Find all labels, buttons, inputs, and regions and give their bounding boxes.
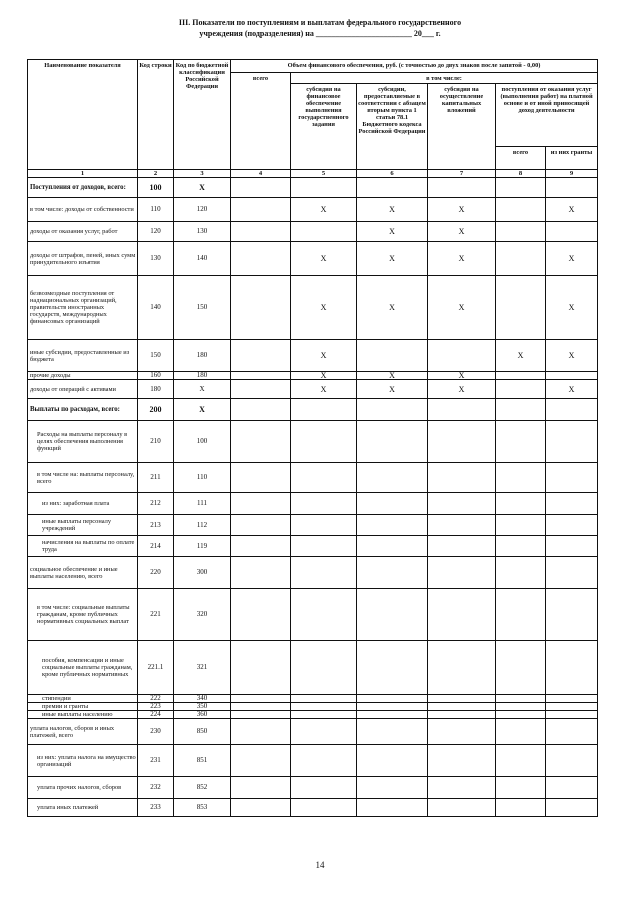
- row-name: в том числе: социальные выплаты гражданам, кроме публичных нормативных социальных выплат: [28, 589, 138, 641]
- table-row: [28, 777, 598, 799]
- row-name: в том числе на: выплаты персоналу, всего: [28, 463, 138, 493]
- row-budget-code: 320: [174, 589, 231, 641]
- row-budget-code: 360: [174, 711, 231, 719]
- row-c9: [546, 536, 598, 557]
- row-c6: [357, 557, 428, 589]
- row-c8: [496, 719, 546, 745]
- row-c5: [291, 589, 357, 641]
- row-c7: [428, 711, 496, 719]
- header-capital-subsidy: субсидия на осуществление капитальных вложений: [428, 84, 496, 170]
- row-c5: [291, 745, 357, 777]
- row-budget-code: 300: [174, 557, 231, 589]
- row-c8: [496, 711, 546, 719]
- table-body: [28, 178, 598, 817]
- row-c6: [357, 589, 428, 641]
- row-c7: [428, 515, 496, 536]
- row-c6: [357, 695, 428, 703]
- column-number: 2: [138, 170, 174, 178]
- row-c7: [428, 463, 496, 493]
- row-total: [231, 589, 291, 641]
- title-line-2: учреждения (подразделения) на ________________________ 20___ г.: [199, 29, 441, 38]
- table-row: [28, 372, 598, 380]
- row-total: [231, 421, 291, 463]
- row-c5: [291, 463, 357, 493]
- row-c9: X: [546, 242, 598, 276]
- column-number: 6: [357, 170, 428, 178]
- row-code: 130: [138, 242, 174, 276]
- row-c5: X: [291, 340, 357, 372]
- row-c8: [496, 276, 546, 340]
- row-code: 223: [138, 703, 174, 711]
- row-total: [231, 695, 291, 703]
- row-c9: X: [546, 340, 598, 372]
- table-row: [28, 719, 598, 745]
- column-number: 8: [496, 170, 546, 178]
- row-code: 150: [138, 340, 174, 372]
- header-total: всего: [231, 73, 291, 170]
- row-code: 220: [138, 557, 174, 589]
- table-row: [28, 745, 598, 777]
- row-total: [231, 777, 291, 799]
- row-name: иные субсидии, предоставленные из бюджета: [28, 340, 138, 372]
- table-row: [28, 463, 598, 493]
- row-budget-code: 340: [174, 695, 231, 703]
- table-row: [28, 242, 598, 276]
- header-indicator-name: Наименование показателя: [28, 60, 138, 170]
- row-c7: [428, 399, 496, 421]
- row-c8: [496, 745, 546, 777]
- row-budget-code: X: [174, 380, 231, 399]
- table-row: [28, 536, 598, 557]
- row-c6: X: [357, 372, 428, 380]
- column-number: 1: [28, 170, 138, 178]
- row-c9: [546, 463, 598, 493]
- row-c6: [357, 399, 428, 421]
- row-c7: [428, 493, 496, 515]
- row-total: [231, 340, 291, 372]
- row-c9: [546, 515, 598, 536]
- header-paid-total: всего: [496, 147, 546, 170]
- row-c6: [357, 178, 428, 198]
- row-c8: [496, 198, 546, 222]
- row-c7: [428, 777, 496, 799]
- row-c9: [546, 695, 598, 703]
- row-name: Выплаты по расходам, всего:: [28, 399, 138, 421]
- row-total: [231, 641, 291, 695]
- column-number: 4: [231, 170, 291, 178]
- row-c9: [546, 178, 598, 198]
- row-c8: [496, 703, 546, 711]
- row-total: [231, 222, 291, 242]
- table-row: [28, 799, 598, 817]
- row-c8: [496, 463, 546, 493]
- row-budget-code: 180: [174, 340, 231, 372]
- row-c9: [546, 557, 598, 589]
- table-row: [28, 557, 598, 589]
- row-budget-code: 350: [174, 703, 231, 711]
- row-code: 231: [138, 745, 174, 777]
- row-code: 222: [138, 695, 174, 703]
- row-code: 100: [138, 178, 174, 198]
- row-c5: [291, 641, 357, 695]
- row-name: уплата налогов, сборов и иных платежей, всего: [28, 719, 138, 745]
- row-c6: [357, 340, 428, 372]
- row-name: из них: уплата налога на имущество организаций: [28, 745, 138, 777]
- row-c5: [291, 493, 357, 515]
- row-c8: [496, 493, 546, 515]
- row-c8: X: [496, 340, 546, 372]
- row-code: 160: [138, 372, 174, 380]
- row-name: доходы от операций с активами: [28, 380, 138, 399]
- row-c6: [357, 777, 428, 799]
- row-total: [231, 711, 291, 719]
- row-c6: [357, 463, 428, 493]
- row-c9: [546, 799, 598, 817]
- row-budget-code: X: [174, 178, 231, 198]
- row-total: [231, 198, 291, 222]
- column-number: 5: [291, 170, 357, 178]
- row-code: 140: [138, 276, 174, 340]
- row-budget-code: 321: [174, 641, 231, 695]
- row-c8: [496, 515, 546, 536]
- row-c7: X: [428, 222, 496, 242]
- table-row: [28, 399, 598, 421]
- header-including: в том числе:: [291, 73, 598, 84]
- row-total: [231, 703, 291, 711]
- row-c9: [546, 703, 598, 711]
- row-c5: [291, 777, 357, 799]
- row-c5: [291, 421, 357, 463]
- row-code: 110: [138, 198, 174, 222]
- row-c6: [357, 515, 428, 536]
- header-budget-code: Код по бюджетной классификации Российской Федерации: [174, 60, 231, 170]
- row-c8: [496, 380, 546, 399]
- row-c7: X: [428, 372, 496, 380]
- row-c5: [291, 536, 357, 557]
- row-total: [231, 557, 291, 589]
- row-name: премии и гранты: [28, 703, 138, 711]
- row-c7: [428, 421, 496, 463]
- header-row-code: Код строки: [138, 60, 174, 170]
- column-number: 3: [174, 170, 231, 178]
- row-c6: [357, 745, 428, 777]
- row-name: из них: заработная плата: [28, 493, 138, 515]
- row-code: 213: [138, 515, 174, 536]
- row-c6: [357, 536, 428, 557]
- row-budget-code: 110: [174, 463, 231, 493]
- row-c7: [428, 799, 496, 817]
- row-c6: [357, 799, 428, 817]
- row-c7: X: [428, 242, 496, 276]
- row-c6: X: [357, 242, 428, 276]
- row-budget-code: 850: [174, 719, 231, 745]
- row-total: [231, 536, 291, 557]
- row-c8: [496, 557, 546, 589]
- row-name: пособия, компенсации и иные социальные выплаты гражданам, кроме публичных нормативных: [28, 641, 138, 695]
- row-c8: [496, 178, 546, 198]
- row-c9: X: [546, 380, 598, 399]
- row-c7: X: [428, 198, 496, 222]
- table-row: [28, 222, 598, 242]
- row-c9: [546, 745, 598, 777]
- row-c5: X: [291, 380, 357, 399]
- page-number: 14: [315, 860, 325, 870]
- row-code: 212: [138, 493, 174, 515]
- table-row: [28, 178, 598, 198]
- row-c5: [291, 557, 357, 589]
- row-c6: [357, 421, 428, 463]
- header-budget-code-subsidy: субсидии, предоставляемые в соответствии с абзацем вторым пункта 1 статьи 78.1 Бюджетного кодекса Российской Федерации: [357, 84, 428, 170]
- row-c7: [428, 641, 496, 695]
- row-code: 221: [138, 589, 174, 641]
- table-row: [28, 421, 598, 463]
- row-c7: [428, 589, 496, 641]
- row-name: уплата иных платежей: [28, 799, 138, 817]
- row-code: 233: [138, 799, 174, 817]
- row-c6: [357, 641, 428, 695]
- row-c6: X: [357, 198, 428, 222]
- row-total: [231, 515, 291, 536]
- income-expense-table: [27, 59, 598, 817]
- row-c8: [496, 589, 546, 641]
- row-c5: [291, 399, 357, 421]
- row-total: [231, 372, 291, 380]
- row-c6: [357, 711, 428, 719]
- row-name: стипендии: [28, 695, 138, 703]
- row-c7: [428, 745, 496, 777]
- row-c8: [496, 421, 546, 463]
- row-total: [231, 380, 291, 399]
- row-c5: [291, 222, 357, 242]
- row-c9: X: [546, 276, 598, 340]
- row-total: [231, 399, 291, 421]
- row-c9: [546, 421, 598, 463]
- row-name: прочие доходы: [28, 372, 138, 380]
- table-row: [28, 589, 598, 641]
- row-c6: X: [357, 222, 428, 242]
- row-c9: [546, 399, 598, 421]
- row-c6: X: [357, 380, 428, 399]
- table-row: [28, 695, 598, 703]
- header-paid-services: поступления от оказания услуг (выполнения работ) на платной основе и от иной приносящей доход деятельности: [496, 84, 598, 147]
- row-code: 200: [138, 399, 174, 421]
- row-c5: [291, 515, 357, 536]
- row-code: 120: [138, 222, 174, 242]
- row-c5: [291, 711, 357, 719]
- table-row: [28, 380, 598, 399]
- row-total: [231, 178, 291, 198]
- row-c7: [428, 340, 496, 372]
- row-c9: [546, 372, 598, 380]
- row-name: доходы от штрафов, пеней, иных сумм принудительного изъятия: [28, 242, 138, 276]
- column-number: 9: [546, 170, 598, 178]
- row-c8: [496, 777, 546, 799]
- row-name: безвозмездные поступления от наднациональных организаций, правительств иностранных государств, международных финансовых организаций: [28, 276, 138, 340]
- row-c5: [291, 178, 357, 198]
- table-row: [28, 493, 598, 515]
- row-c5: X: [291, 242, 357, 276]
- row-budget-code: 852: [174, 777, 231, 799]
- row-total: [231, 799, 291, 817]
- row-c5: X: [291, 276, 357, 340]
- row-budget-code: 140: [174, 242, 231, 276]
- column-number: 7: [428, 170, 496, 178]
- header-state-task-subsidy: субсидия на финансовое обеспечение выполнения государственного задания: [291, 84, 357, 170]
- row-name: Расходы на выплаты персоналу в целях обеспечения выполнения функций: [28, 421, 138, 463]
- row-total: [231, 242, 291, 276]
- row-name: иные выплаты персоналу учреждений: [28, 515, 138, 536]
- row-c5: [291, 799, 357, 817]
- row-code: 211: [138, 463, 174, 493]
- row-c9: [546, 493, 598, 515]
- row-c7: [428, 536, 496, 557]
- table-row: [28, 340, 598, 372]
- row-c6: X: [357, 276, 428, 340]
- row-c9: [546, 719, 598, 745]
- row-total: [231, 493, 291, 515]
- row-budget-code: 851: [174, 745, 231, 777]
- row-name: в том числе: доходы от собственности: [28, 198, 138, 222]
- row-c7: [428, 703, 496, 711]
- column-numbers-row: [28, 170, 598, 178]
- row-c9: X: [546, 198, 598, 222]
- row-budget-code: X: [174, 399, 231, 421]
- row-name: иные выплаты населению: [28, 711, 138, 719]
- row-c5: [291, 703, 357, 711]
- row-c7: X: [428, 276, 496, 340]
- table-row: [28, 641, 598, 695]
- row-c8: [496, 695, 546, 703]
- row-c5: [291, 719, 357, 745]
- row-c7: [428, 695, 496, 703]
- row-c7: [428, 178, 496, 198]
- table-row: [28, 276, 598, 340]
- row-c8: [496, 242, 546, 276]
- table-row: [28, 515, 598, 536]
- row-budget-code: 119: [174, 536, 231, 557]
- row-code: 221.1: [138, 641, 174, 695]
- row-c9: [546, 641, 598, 695]
- row-c6: [357, 719, 428, 745]
- row-budget-code: 180: [174, 372, 231, 380]
- row-total: [231, 745, 291, 777]
- row-budget-code: 111: [174, 493, 231, 515]
- row-budget-code: 112: [174, 515, 231, 536]
- table-row: [28, 198, 598, 222]
- row-c5: X: [291, 198, 357, 222]
- row-budget-code: 100: [174, 421, 231, 463]
- row-budget-code: 120: [174, 198, 231, 222]
- row-name: начисления на выплаты по оплате труда: [28, 536, 138, 557]
- row-c5: [291, 695, 357, 703]
- table-row: [28, 703, 598, 711]
- row-name: доходы от оказания услуг, работ: [28, 222, 138, 242]
- row-c6: [357, 493, 428, 515]
- table-row: [28, 711, 598, 719]
- row-c9: [546, 222, 598, 242]
- row-c8: [496, 222, 546, 242]
- row-code: 224: [138, 711, 174, 719]
- row-code: 232: [138, 777, 174, 799]
- row-budget-code: 853: [174, 799, 231, 817]
- row-budget-code: 150: [174, 276, 231, 340]
- row-c7: X: [428, 380, 496, 399]
- row-c7: [428, 719, 496, 745]
- row-c8: [496, 372, 546, 380]
- row-total: [231, 719, 291, 745]
- row-total: [231, 463, 291, 493]
- row-c8: [496, 536, 546, 557]
- title-line-1: III. Показатели по поступлениям и выплатам федерального государственного: [178, 18, 462, 27]
- row-c9: [546, 777, 598, 799]
- row-name: уплата прочих налогов, сборов: [28, 777, 138, 799]
- header-grants: из них гранты: [546, 147, 598, 170]
- row-c7: [428, 557, 496, 589]
- row-code: 214: [138, 536, 174, 557]
- row-name: социальное обеспечение и иные выплаты населению, всего: [28, 557, 138, 589]
- row-c8: [496, 799, 546, 817]
- row-code: 210: [138, 421, 174, 463]
- row-budget-code: 130: [174, 222, 231, 242]
- row-code: 230: [138, 719, 174, 745]
- row-c9: [546, 711, 598, 719]
- row-c6: [357, 703, 428, 711]
- row-name: Поступления от доходов, всего:: [28, 178, 138, 198]
- row-c8: [496, 641, 546, 695]
- header-financing-volume: Объем финансового обеспечения, руб. (с точностью до двух знаков после запятой - 0,00): [231, 60, 598, 73]
- row-c8: [496, 399, 546, 421]
- row-total: [231, 276, 291, 340]
- row-code: 180: [138, 380, 174, 399]
- row-c5: X: [291, 372, 357, 380]
- row-c9: [546, 589, 598, 641]
